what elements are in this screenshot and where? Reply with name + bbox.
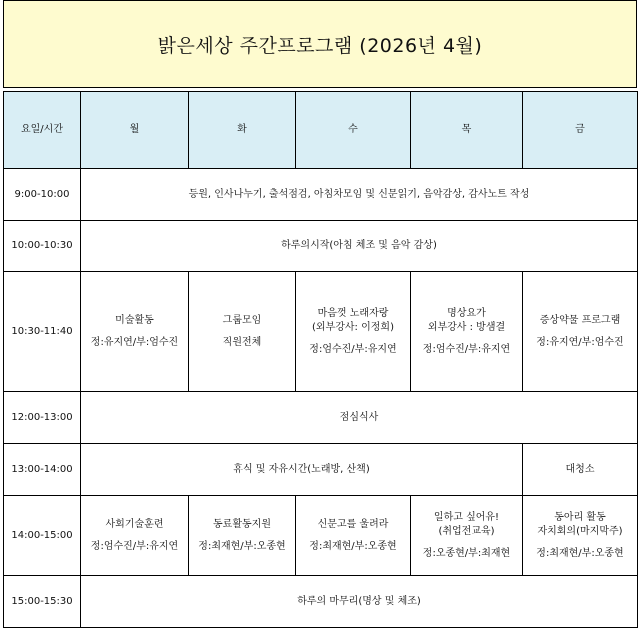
table-row: [4, 221, 638, 272]
activity-staff: 정:오종현/부:최재현: [422, 547, 511, 559]
time-cell: 15:00-15:30: [4, 576, 81, 628]
activity-cell: 점심식사: [81, 392, 638, 444]
time-cell: 9:00-10:00: [4, 169, 81, 221]
activity-instructor: 외부강사 : 방샘결: [427, 321, 506, 333]
activity-staff: 정:최재현/부:오종현: [198, 540, 286, 552]
table-row: [4, 496, 638, 576]
activity-cell: 등원, 인사나누기, 출석점검, 아침차모임 및 신문읽기, 음악감상, 감사노트 작성: [81, 169, 638, 221]
activity-cell-wed: [296, 496, 411, 576]
activity-name: 그룹모임: [222, 314, 262, 326]
activity-name: 사회기술훈련: [105, 518, 164, 530]
header-mon: 월: [81, 92, 189, 169]
activity-name: 마음껏 노래자랑: [317, 307, 389, 319]
activity-name: 신문고를 울려라: [317, 518, 389, 530]
activity-name: 동아리 활동: [554, 511, 606, 523]
activity-subtitle: (취업전교육): [438, 525, 495, 537]
activity-staff: 정:최재현/부:오종현: [309, 540, 397, 552]
activity-staff: 정:엄수진/부:유지연: [90, 540, 179, 552]
activity-instructor: (외부강사: 이정희): [312, 321, 394, 333]
time-cell: 14:00-15:00: [4, 496, 81, 576]
time-cell: 12:00-13:00: [4, 392, 81, 444]
header-thu: 목: [411, 92, 523, 169]
activity-cell-thu: [411, 496, 523, 576]
activity-cell-thu: [411, 272, 523, 392]
activity-cell-mon: [81, 272, 189, 392]
table-row: [4, 444, 638, 496]
time-cell: 13:00-14:00: [4, 444, 81, 496]
activity-name: 미술활동: [115, 314, 154, 326]
activity-cell-fri: [523, 272, 638, 392]
time-cell: 10:00-10:30: [4, 221, 81, 272]
activity-cell-mon: [81, 496, 189, 576]
header-row: [4, 92, 638, 169]
header-fri: 금: [523, 92, 638, 169]
activity-cell-wed: [296, 272, 411, 392]
activity-name: 명상요가: [447, 307, 486, 319]
activity-staff: 정:유지연/부:엄수진: [536, 336, 624, 348]
activity-cell: 하루의 마무리(명상 및 체조): [81, 576, 638, 628]
header-time: 요일/시간: [4, 92, 81, 169]
weekly-schedule-table: [3, 91, 638, 628]
activity-cell-tue: [189, 272, 296, 392]
activity-staff: 정:최재현/부:오종현: [536, 547, 624, 559]
header-tue: 화: [189, 92, 296, 169]
table-row: [4, 169, 638, 221]
time-cell: 10:30-11:40: [4, 272, 81, 392]
activity-subtitle: 자치회의(마지막주): [537, 525, 623, 537]
table-row: [4, 576, 638, 628]
activity-cell: 하루의시작(아침 체조 및 음악 감상): [81, 221, 638, 272]
activity-staff: 정:엄수진/부:유지연: [422, 343, 511, 355]
activity-cell-tue: [189, 496, 296, 576]
activity-cell-fri: 대청소: [523, 444, 638, 496]
page-title: 밝은세상 주간프로그램 (2026년 4월): [3, 0, 637, 88]
activity-staff: 직원전체: [222, 336, 262, 348]
activity-cell: 휴식 및 자유시간(노래방, 산책): [81, 444, 523, 496]
header-wed: 수: [296, 92, 411, 169]
activity-cell-fri: [523, 496, 638, 576]
activity-name: 동료활동지원: [213, 518, 271, 530]
activity-staff: 정:유지연/부:엄수진: [90, 336, 179, 348]
activity-staff: 정:엄수진/부:유지연: [309, 343, 397, 355]
table-row: [4, 392, 638, 444]
activity-name: 증상약물 프로그램: [539, 314, 621, 326]
activity-name: 일하고 싶어유!: [433, 511, 500, 523]
table-row: [4, 272, 638, 392]
